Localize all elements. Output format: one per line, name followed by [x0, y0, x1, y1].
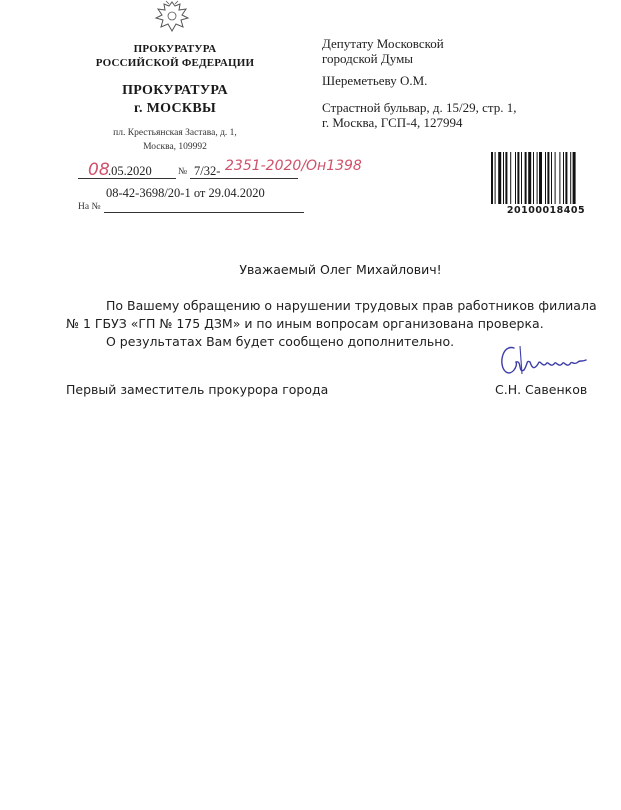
barcode-bar: [498, 152, 501, 204]
ref-from: от: [193, 186, 206, 200]
org-line-2: РОССИЙСКОЙ ФЕДЕРАЦИИ: [95, 57, 255, 69]
barcode-bar: [565, 152, 567, 204]
ref-number: 08-42-3698/20-1: [106, 186, 191, 200]
number-sign: №: [178, 167, 188, 177]
address-line-1: пл. Крестьянская Застава, д. 1,: [113, 128, 237, 138]
recipient-name: Шереметьеву О.М.: [322, 73, 428, 88]
barcode-bar: [521, 152, 522, 204]
office-name: [80, 82, 270, 118]
barcode-bar: [533, 152, 534, 204]
barcode-bar: [537, 152, 538, 204]
reply-to-label: На №: [78, 202, 101, 212]
recipient-address: [322, 100, 517, 130]
barcode-bar: [570, 152, 571, 204]
recipient-title: [322, 36, 444, 66]
recipient-line-1: Депутату Московской: [322, 36, 444, 51]
signatory-position: Первый заместитель прокурора города: [66, 382, 329, 397]
date-printed: .05.2020: [108, 164, 152, 178]
barcode-bar: [545, 152, 546, 204]
office-line-1: ПРОКУРАТУРА: [122, 83, 228, 98]
organization-name: [80, 42, 270, 70]
office-address: [80, 126, 270, 154]
reference-number: [106, 186, 265, 201]
barcode-bar: [551, 152, 552, 204]
number-handwritten: 2351-2020/Он1398: [225, 158, 362, 174]
barcode-bar: [547, 152, 549, 204]
barcode-bar: [503, 152, 504, 204]
date-handwritten: 08: [88, 160, 110, 180]
barcode-bar: [555, 152, 556, 204]
salutation: Уважаемый Олег Михайлович!: [239, 262, 442, 277]
recipient-line-2: городской Думы: [322, 51, 414, 66]
registration-date-number: [78, 158, 362, 182]
recipient-address-1: Страстной бульвар, д. 15/29, стр. 1,: [322, 100, 517, 115]
letter-paragraph-2: О результатах Вам будет сообщено дополнительно.: [106, 334, 455, 349]
address-line-2: Москва, 109992: [143, 142, 207, 152]
barcode-bar: [559, 152, 560, 204]
barcode-bar: [573, 152, 576, 204]
handwritten-signature: [494, 340, 590, 386]
barcode-bar: [517, 152, 519, 204]
barcode-number: 20100018405: [506, 205, 586, 216]
barcode-bar: [515, 152, 516, 204]
barcode-bar: [528, 152, 531, 204]
barcode: [491, 152, 601, 204]
org-line-1: ПРОКУРАТУРА: [133, 43, 217, 55]
barcode-bar: [510, 152, 511, 204]
state-emblem-icon: [150, 0, 194, 32]
ref-date: 29.04.2020: [208, 186, 265, 200]
recipient-address-2: г. Москва, ГСП-4, 127994: [322, 115, 463, 130]
office-line-2: г. МОСКВЫ: [133, 101, 217, 116]
letter-paragraph-1: По Вашему обращению о нарушении трудовых прав работников филиала № 1 ГБУЗ «ГП № 175 ДЗМ» и по иным вопросам организована проверка.: [66, 298, 597, 331]
number-printed: 7/32-: [194, 164, 221, 178]
barcode-bar: [525, 152, 527, 204]
barcode-bar: [491, 152, 493, 204]
signatory-name: С.Н. Савенков: [495, 382, 588, 397]
barcode-bar: [505, 152, 507, 204]
barcode-bar: [539, 152, 542, 204]
barcode-bar: [563, 152, 564, 204]
barcode-bar: [495, 152, 496, 204]
reply-to-line: [78, 200, 308, 216]
